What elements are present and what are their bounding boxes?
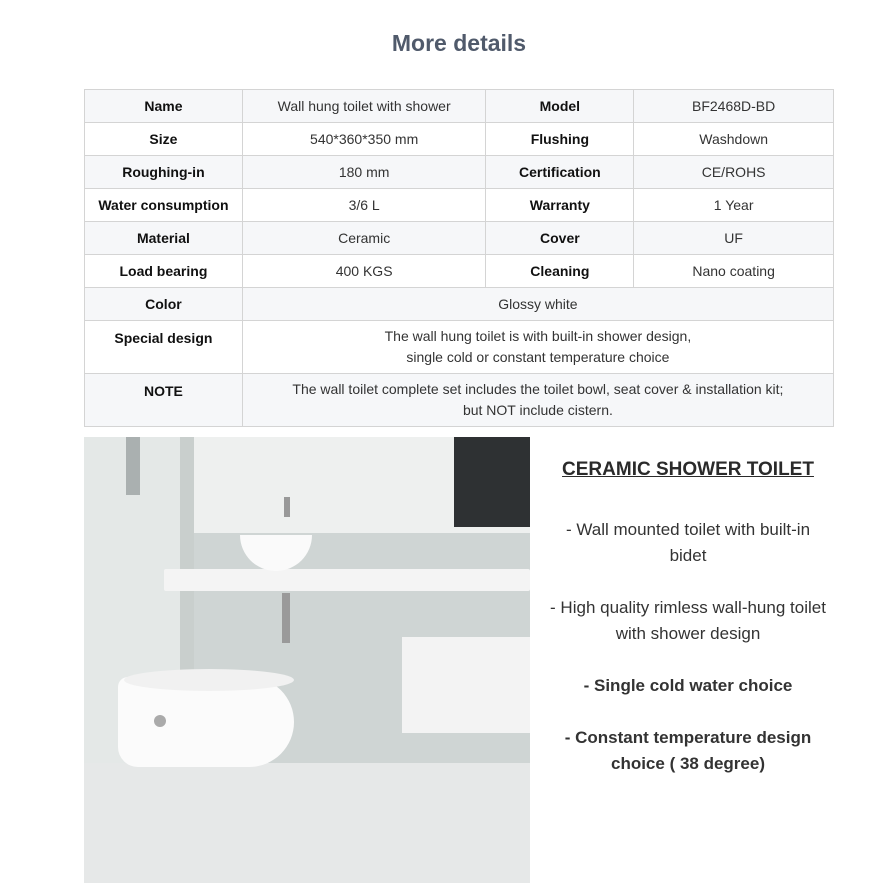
spec-value: BF2468D-BD [634,90,834,123]
spec-value: 1 Year [634,189,834,222]
spec-value: Wall hung toilet with shower [242,90,486,123]
spec-value: CE/ROHS [634,156,834,189]
spec-label: Certification [486,156,634,189]
spec-value: Ceramic [242,222,486,255]
spec-value: 3/6 L [242,189,486,222]
spec-label: Size [85,123,243,156]
table-row [85,90,834,123]
spec-value: Washdown [634,123,834,156]
table-row [85,189,834,222]
spec-label: Roughing-in [85,156,243,189]
table-row [85,374,834,427]
spec-label: Cover [486,222,634,255]
spec-value: 180 mm [242,156,486,189]
spec-value: Nano coating [634,255,834,288]
spec-label: Material [85,222,243,255]
spec-label: Water consumption [85,189,243,222]
table-row [85,288,834,321]
spec-value: UF [634,222,834,255]
feature-item: - Single cold water choice [583,676,793,695]
spec-value: 400 KGS [242,255,486,288]
spec-label: Cleaning [486,255,634,288]
spec-label: Special design [85,321,243,374]
spec-label: Warranty [486,189,634,222]
table-row [85,255,834,288]
product-photo [84,437,530,883]
spec-label: Flushing [486,123,634,156]
feature-title: CERAMIC SHOWER TOILET [562,459,814,480]
spec-value [242,321,833,374]
feature-item: - Constant temperature design choice ( 38 degree) [564,728,812,773]
feature-item: - High quality rimless wall-hung toilet with shower design [550,598,826,643]
spec-line: but NOT include cistern. [462,402,613,418]
feature-item: - Wall mounted toilet with built-in bidet [565,520,811,565]
page-title: More details [391,30,527,56]
spec-label: Model [486,90,634,123]
spec-line: single cold or constant temperature choice [406,349,670,365]
spec-label: Name [85,90,243,123]
spec-line: The wall toilet complete set includes the toilet bowl, seat cover & installation kit; [292,381,784,397]
spec-value [242,374,833,427]
spec-label: Color [85,288,243,321]
feature-panel [550,458,826,803]
spec-label: Load bearing [85,255,243,288]
table-row [85,123,834,156]
table-row [85,222,834,255]
spec-label: NOTE [85,374,243,427]
spec-value: Glossy white [242,288,833,321]
table-row [85,156,834,189]
table-row [85,321,834,374]
details-table [84,89,834,427]
spec-value: 540*360*350 mm [242,123,486,156]
spec-line: The wall hung toilet is with built-in shower design, [384,328,692,344]
